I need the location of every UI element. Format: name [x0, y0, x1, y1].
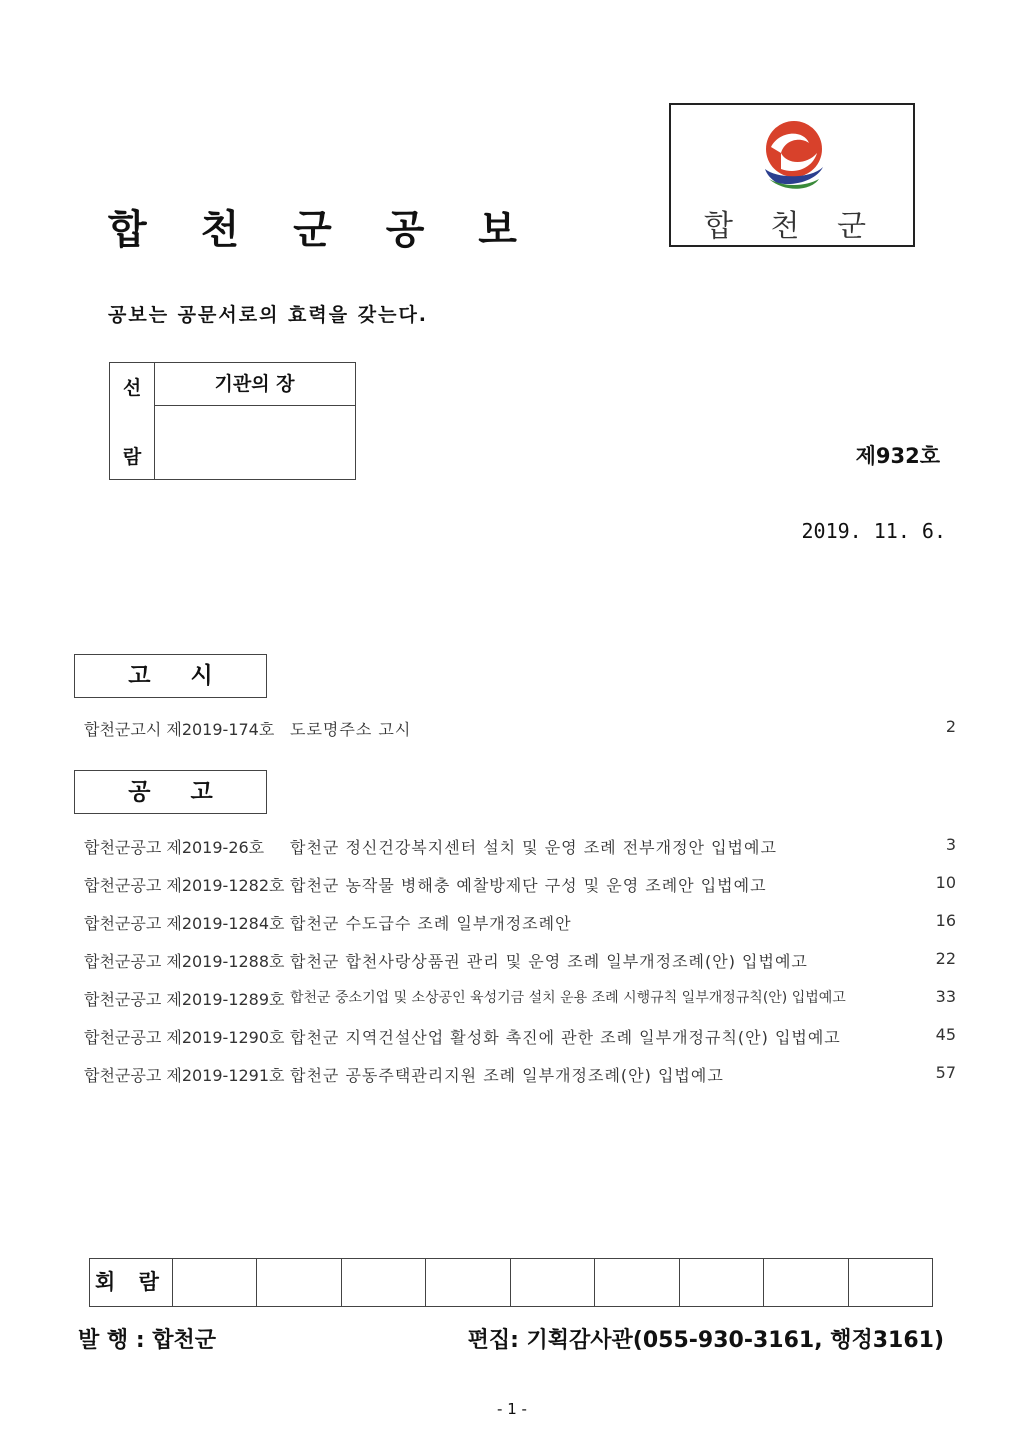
toc-entry-page: 16 — [935, 911, 956, 930]
toc-entry-page: 3 — [945, 835, 956, 854]
toc-entry-title: 합천군 농작물 병해충 예찰방제단 구성 및 운영 조례안 입법예고 — [290, 876, 767, 895]
logo-text: 합 천 군 — [703, 209, 880, 244]
circulation-cell — [679, 1259, 763, 1306]
circulation-cell — [425, 1259, 509, 1306]
circulation-cell — [172, 1259, 256, 1306]
county-logo-box — [669, 103, 915, 247]
circulation-label: 회 람 — [95, 1270, 167, 1294]
bulletin-title: 합 천 군 공 보 — [108, 207, 537, 253]
toc-entry-number: 합천군공고 제2019-1291호 — [84, 1066, 285, 1085]
editor-contact: 편집: 기획감사관(055-930-3161, 행정3161) — [467, 1328, 944, 1353]
circulation-table — [89, 1258, 933, 1307]
approval-head: 기관의 장 — [154, 363, 355, 406]
toc-entry[interactable] — [84, 717, 956, 741]
toc-entry-page: 10 — [935, 873, 956, 892]
toc-entry[interactable] — [84, 911, 956, 935]
toc-entry-number: 합천군공고 제2019-1284호 — [84, 914, 285, 933]
toc-entry[interactable] — [84, 949, 956, 973]
section-heading-notice: 고시 — [74, 654, 267, 698]
circulation-cell — [341, 1259, 425, 1306]
toc-entry-title: 합천군 수도급수 조례 일부개정조례안 — [290, 914, 572, 933]
approval-label-bottom: 람 — [122, 446, 142, 468]
circulation-cell — [594, 1259, 678, 1306]
issue-number: 제932호 — [855, 444, 940, 468]
approval-label-column — [110, 363, 155, 479]
toc-entry[interactable] — [84, 873, 956, 897]
toc-entry-title: 합천군 정신건강복지센터 설치 및 운영 조례 전부개정안 입법예고 — [290, 838, 777, 857]
bulletin-subtitle: 공보는 공문서로의 효력을 갖는다. — [108, 304, 429, 326]
toc-entry-title: 합천군 지역건설산업 활성화 촉진에 관한 조례 일부개정규칙(안) 입법예고 — [290, 1028, 841, 1047]
toc-entry-number: 합천군고시 제2019-174호 — [84, 720, 275, 739]
toc-entry-number: 합천군공고 제2019-1288호 — [84, 952, 285, 971]
toc-entry-number: 합천군공고 제2019-1289호 — [84, 990, 285, 1009]
toc-entry-page: 45 — [935, 1025, 956, 1044]
toc-entry-page: 57 — [935, 1063, 956, 1082]
toc-entry-title: 도로명주소 고시 — [290, 720, 412, 739]
toc-entry-title: 합천군 합천사랑상품권 관리 및 운영 조례 일부개정조례(안) 입법예고 — [290, 952, 808, 971]
toc-entry[interactable] — [84, 835, 956, 859]
toc-entry[interactable] — [84, 1025, 956, 1049]
circulation-cell — [763, 1259, 847, 1306]
circulation-cell — [848, 1259, 932, 1306]
circulation-cell — [256, 1259, 340, 1306]
issue-date: 2019. 11. 6. — [801, 519, 946, 543]
toc-entry-number: 합천군공고 제2019-26호 — [84, 838, 265, 857]
publisher: 발 행 : 합천군 — [78, 1328, 217, 1353]
toc-entry-page: 2 — [945, 717, 956, 736]
toc-entry-page: 22 — [935, 949, 956, 968]
toc-entry[interactable] — [84, 987, 956, 1011]
toc-entry-page: 33 — [935, 987, 956, 1006]
approval-box — [109, 362, 356, 480]
toc-entry[interactable] — [84, 1063, 956, 1087]
section-heading-announcement: 공고 — [74, 770, 267, 814]
toc-entry-title: 합천군 공동주택관리지원 조례 일부개정조례(안) 입법예고 — [290, 1066, 724, 1085]
approval-label-top: 선 — [122, 377, 142, 399]
page-number: - 1 - — [497, 1400, 527, 1418]
toc-entry-title: 합천군 중소기업 및 소상공인 육성기금 설치 운용 조례 시행규칙 일부개정규칙(안) 입법예고 — [290, 990, 846, 1006]
toc-entry-number: 합천군공고 제2019-1290호 — [84, 1028, 285, 1047]
toc-entry-number: 합천군공고 제2019-1282호 — [84, 876, 285, 895]
county-emblem-icon — [757, 117, 831, 197]
circulation-cell — [510, 1259, 594, 1306]
